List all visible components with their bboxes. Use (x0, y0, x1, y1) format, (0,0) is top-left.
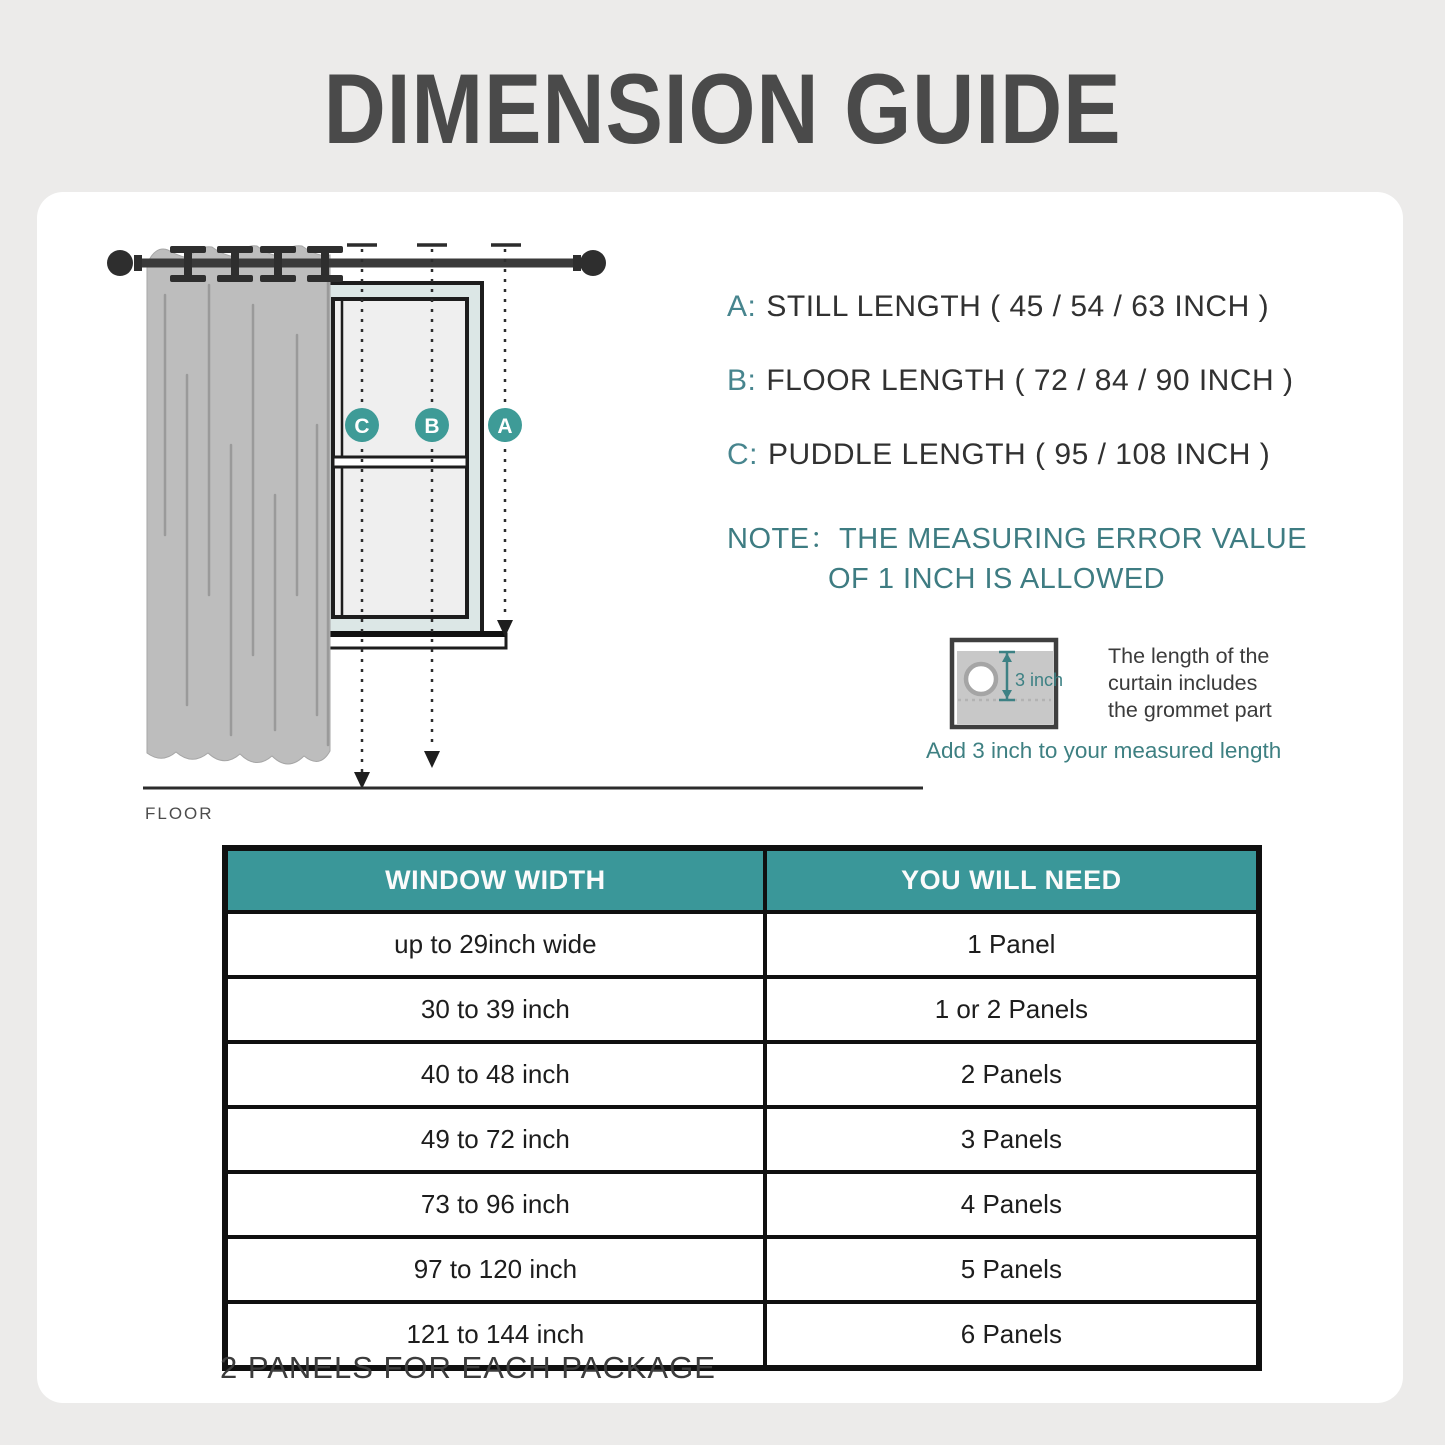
panels-needed-cell: 5 Panels (765, 1237, 1259, 1302)
marker-a: A (497, 415, 513, 438)
length-c-label: PUDDLE LENGTH ( 95 / 108 INCH ) (768, 438, 1271, 471)
page-title: DIMENSION GUIDE (323, 53, 1122, 164)
marker-b: B (424, 415, 440, 438)
window-width-cell: 40 to 48 inch (225, 1042, 765, 1107)
window-width-cell: 73 to 96 inch (225, 1172, 765, 1237)
length-option-c (727, 438, 1270, 472)
window-width-cell: 49 to 72 inch (225, 1107, 765, 1172)
length-b-label: FLOOR LENGTH ( 72 / 84 / 90 INCH ) (766, 364, 1294, 397)
panels-needed-cell: 2 Panels (765, 1042, 1259, 1107)
header-window-width: WINDOW WIDTH (225, 848, 765, 912)
window-width-cell: 97 to 120 inch (225, 1237, 765, 1302)
panels-needed-cell: 6 Panels (765, 1302, 1259, 1368)
panels-needed-cell: 4 Panels (765, 1172, 1259, 1237)
curtain-panel (147, 246, 330, 764)
grommet-description-line: The length of the (1108, 644, 1270, 668)
panels-needed-cell: 1 Panel (765, 912, 1259, 977)
add-three-inch-tip: Add 3 inch to your measured length (926, 738, 1282, 763)
panels-needed-cell: 1 or 2 Panels (765, 977, 1259, 1042)
table-row (225, 1107, 1259, 1172)
table-row (225, 977, 1259, 1042)
header-you-will-need: YOU WILL NEED (765, 848, 1259, 912)
table-header-row (225, 848, 1259, 912)
table-row (225, 1042, 1259, 1107)
length-c-prefix: C: (727, 438, 758, 471)
length-markers (345, 408, 522, 442)
floor-label: FLOOR (145, 804, 214, 823)
length-a-label: STILL LENGTH ( 45 / 54 / 63 INCH ) (766, 290, 1270, 323)
package-note: 2 PANELS FOR EACH PACKAGE (220, 1350, 716, 1385)
window-width-cell: 30 to 39 inch (225, 977, 765, 1042)
marker-c: C (354, 415, 370, 438)
length-option-a (727, 290, 1269, 324)
grommet-description (1108, 643, 1272, 724)
window-width-cell: up to 29inch wide (225, 912, 765, 977)
panels-needed-cell: 3 Panels (765, 1107, 1259, 1172)
length-option-b (727, 364, 1294, 398)
window-width-cell: 121 to 144 inch (225, 1302, 765, 1368)
window-sill (306, 634, 506, 648)
table-row (225, 912, 1259, 977)
note-line-2: OF 1 INCH IS ALLOWED (828, 563, 1166, 595)
note-line-1: NOTE：THE MEASURING ERROR VALUE (727, 523, 1308, 555)
length-b-prefix: B: (727, 364, 757, 397)
length-a-prefix: A: (727, 290, 757, 323)
three-inch-label: 3 inch (1015, 670, 1064, 690)
table-row (225, 1237, 1259, 1302)
panel-count-table (222, 845, 1262, 1371)
grommet-description-line: curtain includes (1108, 671, 1258, 695)
window-illustration (318, 283, 482, 633)
table-row (225, 1172, 1259, 1237)
grommet-ring-icon (966, 664, 996, 694)
grommet-description-line: the grommet part (1108, 698, 1272, 722)
